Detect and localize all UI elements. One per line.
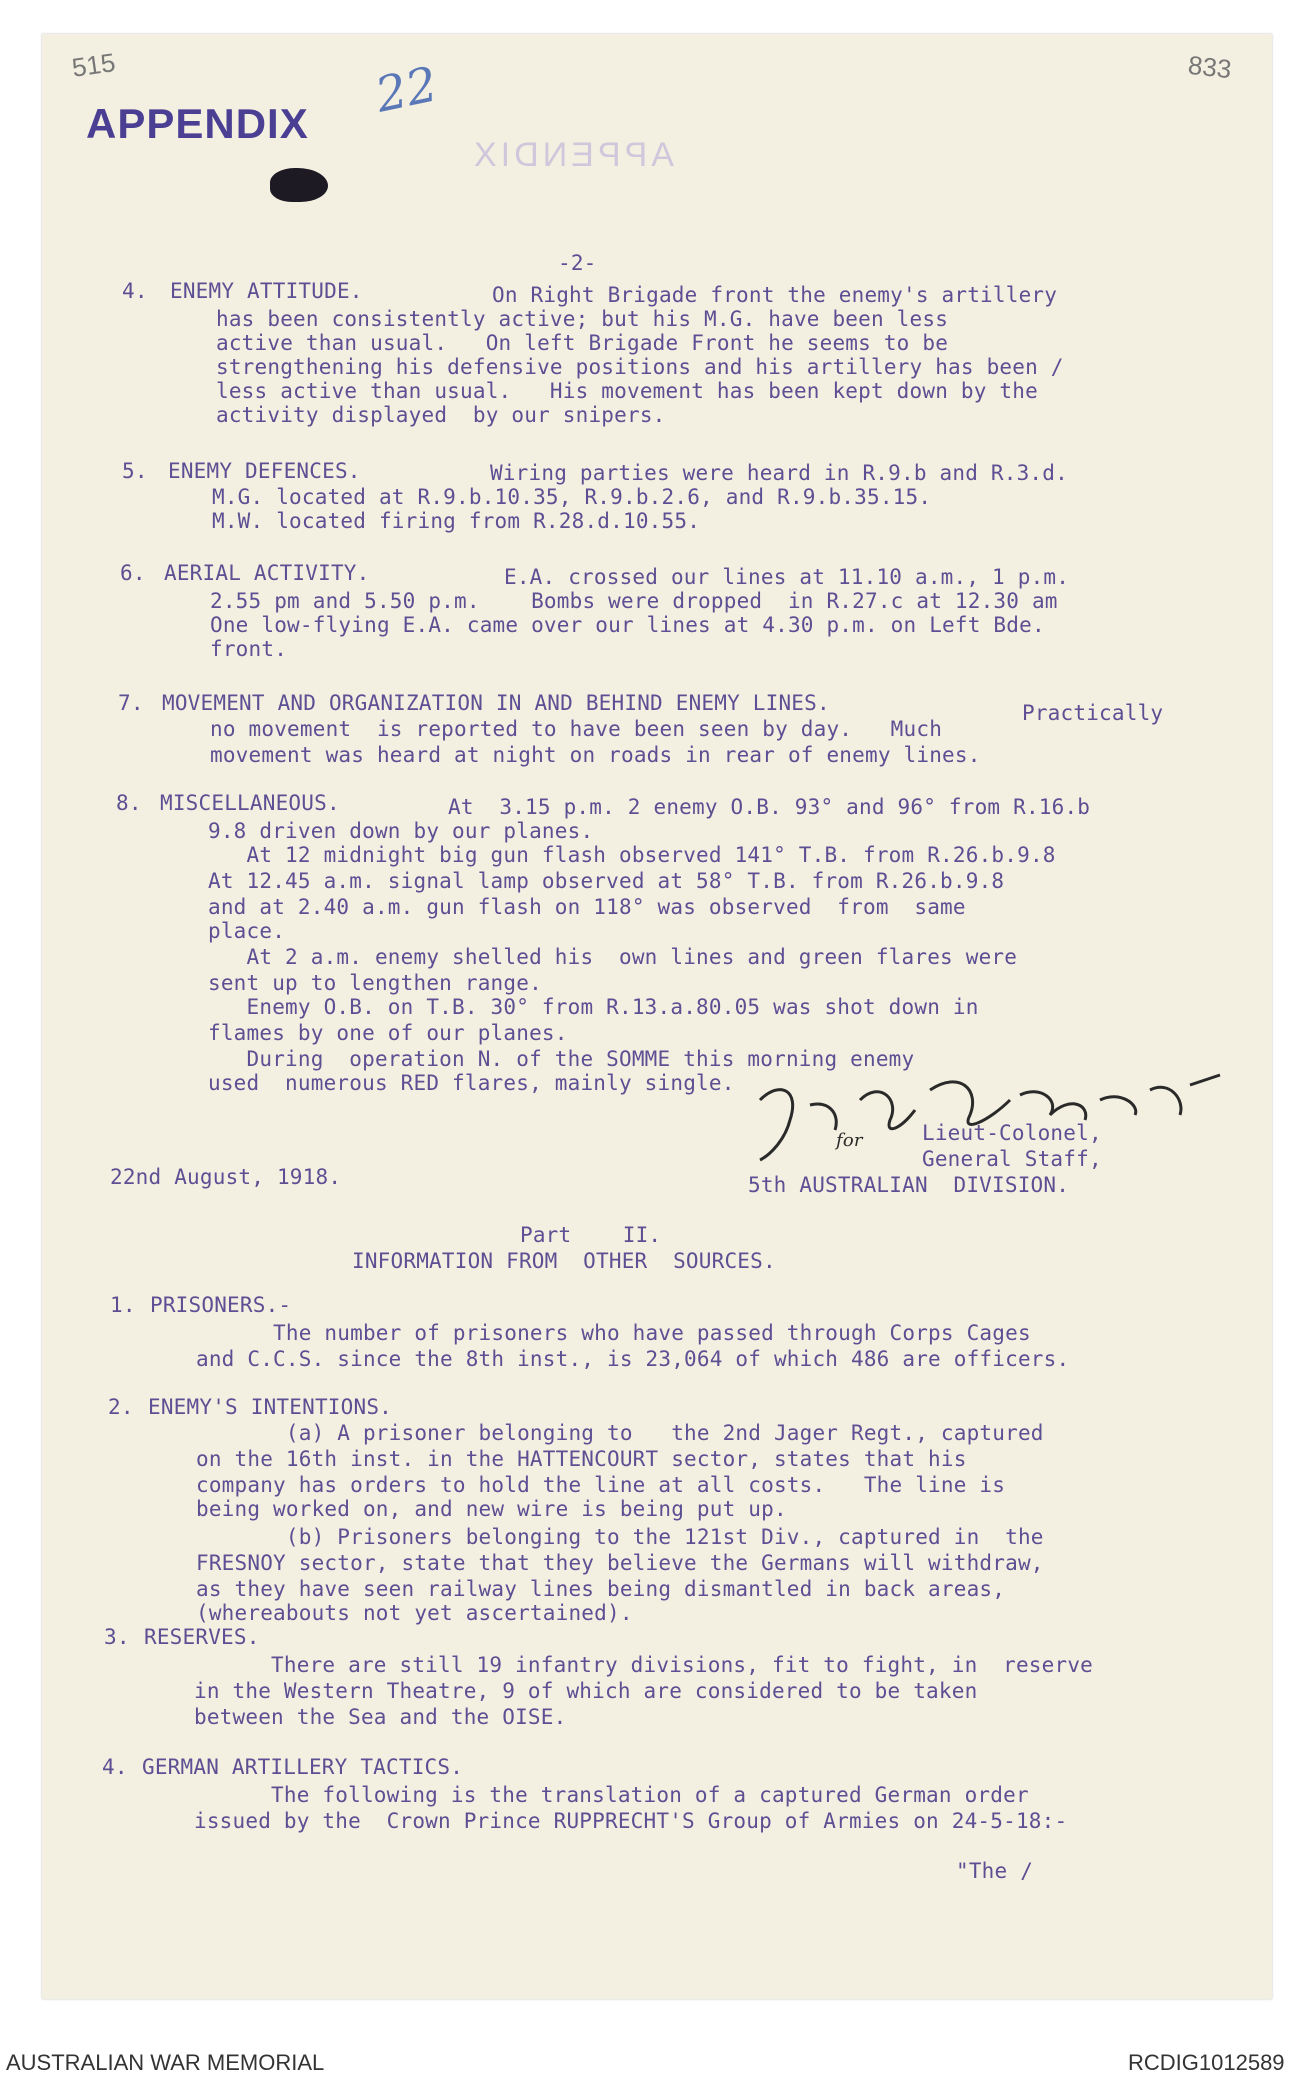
- text-line: being worked on, and new wire is being put up.: [196, 1497, 787, 1521]
- text-line: There are still 19 infantry divisions, fit to fight, in reserve: [194, 1653, 1094, 1677]
- signature-rank: Lieut-Colonel,: [922, 1121, 1102, 1145]
- section-heading: MOVEMENT AND ORGANIZATION IN AND BEHIND ENEMY LINES.: [162, 691, 830, 715]
- text-line: activity displayed by our snipers.: [216, 403, 666, 427]
- text-line: At 2 a.m. enemy shelled his own lines and green flares were: [208, 945, 1018, 969]
- text-line: FRESNOY sector, state that they believe the Germans will withdraw,: [196, 1551, 1044, 1575]
- text-line: One low-flying E.A. came over our lines at 4.30 p.m. on Left Bde.: [210, 613, 1045, 637]
- section-heading: ENEMY'S INTENTIONS.: [148, 1395, 393, 1419]
- section-heading: RESERVES.: [144, 1625, 260, 1649]
- section-num: 4.: [102, 1755, 128, 1779]
- continuation-note: "The /: [956, 1859, 1034, 1883]
- text-line: front.: [210, 637, 288, 661]
- text-line: 9.8 driven down by our planes.: [208, 819, 594, 843]
- section-heading: MISCELLANEOUS.: [160, 791, 340, 815]
- section-heading: AERIAL ACTIVITY.: [164, 561, 370, 585]
- text-line: used numerous RED flares, mainly single.: [208, 1071, 735, 1095]
- ink-blot: [270, 168, 328, 202]
- text-line: company has orders to hold the line at all costs. The line is: [196, 1473, 1006, 1497]
- section-num: 6.: [120, 561, 146, 585]
- footer-id: RCDIG1012589: [1128, 2050, 1285, 2075]
- section-num: 5.: [122, 459, 148, 483]
- text-line: in the Western Theatre, 9 of which are considered to be taken: [194, 1679, 978, 1703]
- text-line: as they have seen railway lines being dismantled in back areas,: [196, 1577, 1006, 1601]
- section-heading: ENEMY ATTITUDE.: [170, 279, 363, 303]
- text-line: At 3.15 p.m. 2 enemy O.B. 93° and 96° from R.16.b: [448, 795, 1091, 819]
- section-num: 4.: [122, 279, 148, 303]
- text-line: Enemy O.B. on T.B. 30° from R.13.a.80.05 was shot down in: [208, 995, 979, 1019]
- signature-text: [1040, 1082, 1044, 1108]
- section-heading: PRISONERS.-: [150, 1293, 292, 1317]
- text-line: and C.C.S. since the 8th inst., is 23,064 of which 486 are officers.: [196, 1347, 1070, 1371]
- text-line: strengthening his defensive positions and his artillery has been /: [216, 355, 1064, 379]
- section-num: 2.: [108, 1395, 134, 1419]
- text-line: less active than usual. His movement has been kept down by the: [216, 379, 1038, 403]
- signature-staff: General Staff,: [922, 1147, 1102, 1171]
- part-title: Part II.: [520, 1223, 662, 1247]
- text-line: At 12.45 a.m. signal lamp observed at 58° T.B. from R.26.b.9.8: [208, 869, 1005, 893]
- text-line: M.W. located firing from R.28.d.10.55.: [212, 509, 701, 533]
- text-line: issued by the Crown Prince RUPPRECHT'S Group of Armies on 24-5-18:-: [194, 1809, 1068, 1833]
- text-line: movement was heard at night on roads in rear of enemy lines.: [210, 743, 981, 767]
- page-number: -2-: [558, 251, 597, 275]
- section-num: 7.: [118, 691, 144, 715]
- text-line: The number of prisoners who have passed through Corps Cages: [196, 1321, 1031, 1345]
- text-line: (whereabouts not yet ascertained).: [196, 1601, 633, 1625]
- signature-division: 5th AUSTRALIAN DIVISION.: [748, 1173, 1070, 1197]
- appendix-stamp: APPENDIX: [86, 100, 309, 147]
- text-line: has been consistently active; but his M.G. have been less: [216, 307, 949, 331]
- text-line: At 12 midnight big gun flash observed 141° T.B. from R.26.b.9.8: [208, 843, 1056, 867]
- signature-per: for: [836, 1130, 863, 1151]
- folio-number: 833: [1186, 49, 1233, 85]
- part-subtitle: INFORMATION FROM OTHER SOURCES.: [352, 1249, 776, 1273]
- text-line: Practically: [1022, 701, 1164, 725]
- text-line: active than usual. On left Brigade Front he seems to be: [216, 331, 949, 355]
- text-line: no movement is reported to have been seen by day. Much: [210, 717, 943, 741]
- text-line: sent up to lengthen range.: [208, 971, 542, 995]
- text-line: During operation N. of the SOMME this morning enemy: [208, 1047, 915, 1071]
- text-line: On Right Brigade front the enemy's artillery: [492, 283, 1058, 307]
- handwritten-number: 22: [370, 56, 443, 124]
- text-line: (a) A prisoner belonging to the 2nd Jager Regt., captured: [196, 1421, 1044, 1445]
- section-num: 1.: [110, 1293, 136, 1317]
- text-line: M.G. located at R.9.b.10.35, R.9.b.2.6, and R.9.b.35.15.: [212, 485, 932, 509]
- text-line: on the 16th inst. in the HATTENCOURT sector, states that his: [196, 1447, 967, 1471]
- section-heading: ENEMY DEFENCES.: [168, 459, 361, 483]
- text-line: and at 2.40 a.m. gun flash on 118° was observed from same: [208, 895, 966, 919]
- document-date: 22nd August, 1918.: [110, 1165, 342, 1189]
- text-line: between the Sea and the OISE.: [194, 1705, 567, 1729]
- ghost-stamp: APPENDIX: [470, 136, 674, 174]
- text-line: Wiring parties were heard in R.9.b and R.3.d.: [490, 461, 1068, 485]
- footer-archive: AUSTRALIAN WAR MEMORIAL: [6, 2050, 325, 2075]
- corner-note: 515: [70, 47, 118, 83]
- text-line: 2.55 pm and 5.50 p.m. Bombs were dropped in R.27.c at 12.30 am: [210, 589, 1058, 613]
- section-num: 3.: [104, 1625, 130, 1649]
- text-line: E.A. crossed our lines at 11.10 a.m., 1 p.m.: [504, 565, 1070, 589]
- text-line: The following is the translation of a captured German order: [194, 1783, 1029, 1807]
- text-line: (b) Prisoners belonging to the 121st Div., captured in the: [196, 1525, 1044, 1549]
- section-heading: GERMAN ARTILLERY TACTICS.: [142, 1755, 464, 1779]
- section-num: 8.: [116, 791, 142, 815]
- text-line: place.: [208, 919, 286, 943]
- text-line: flames by one of our planes.: [208, 1021, 568, 1045]
